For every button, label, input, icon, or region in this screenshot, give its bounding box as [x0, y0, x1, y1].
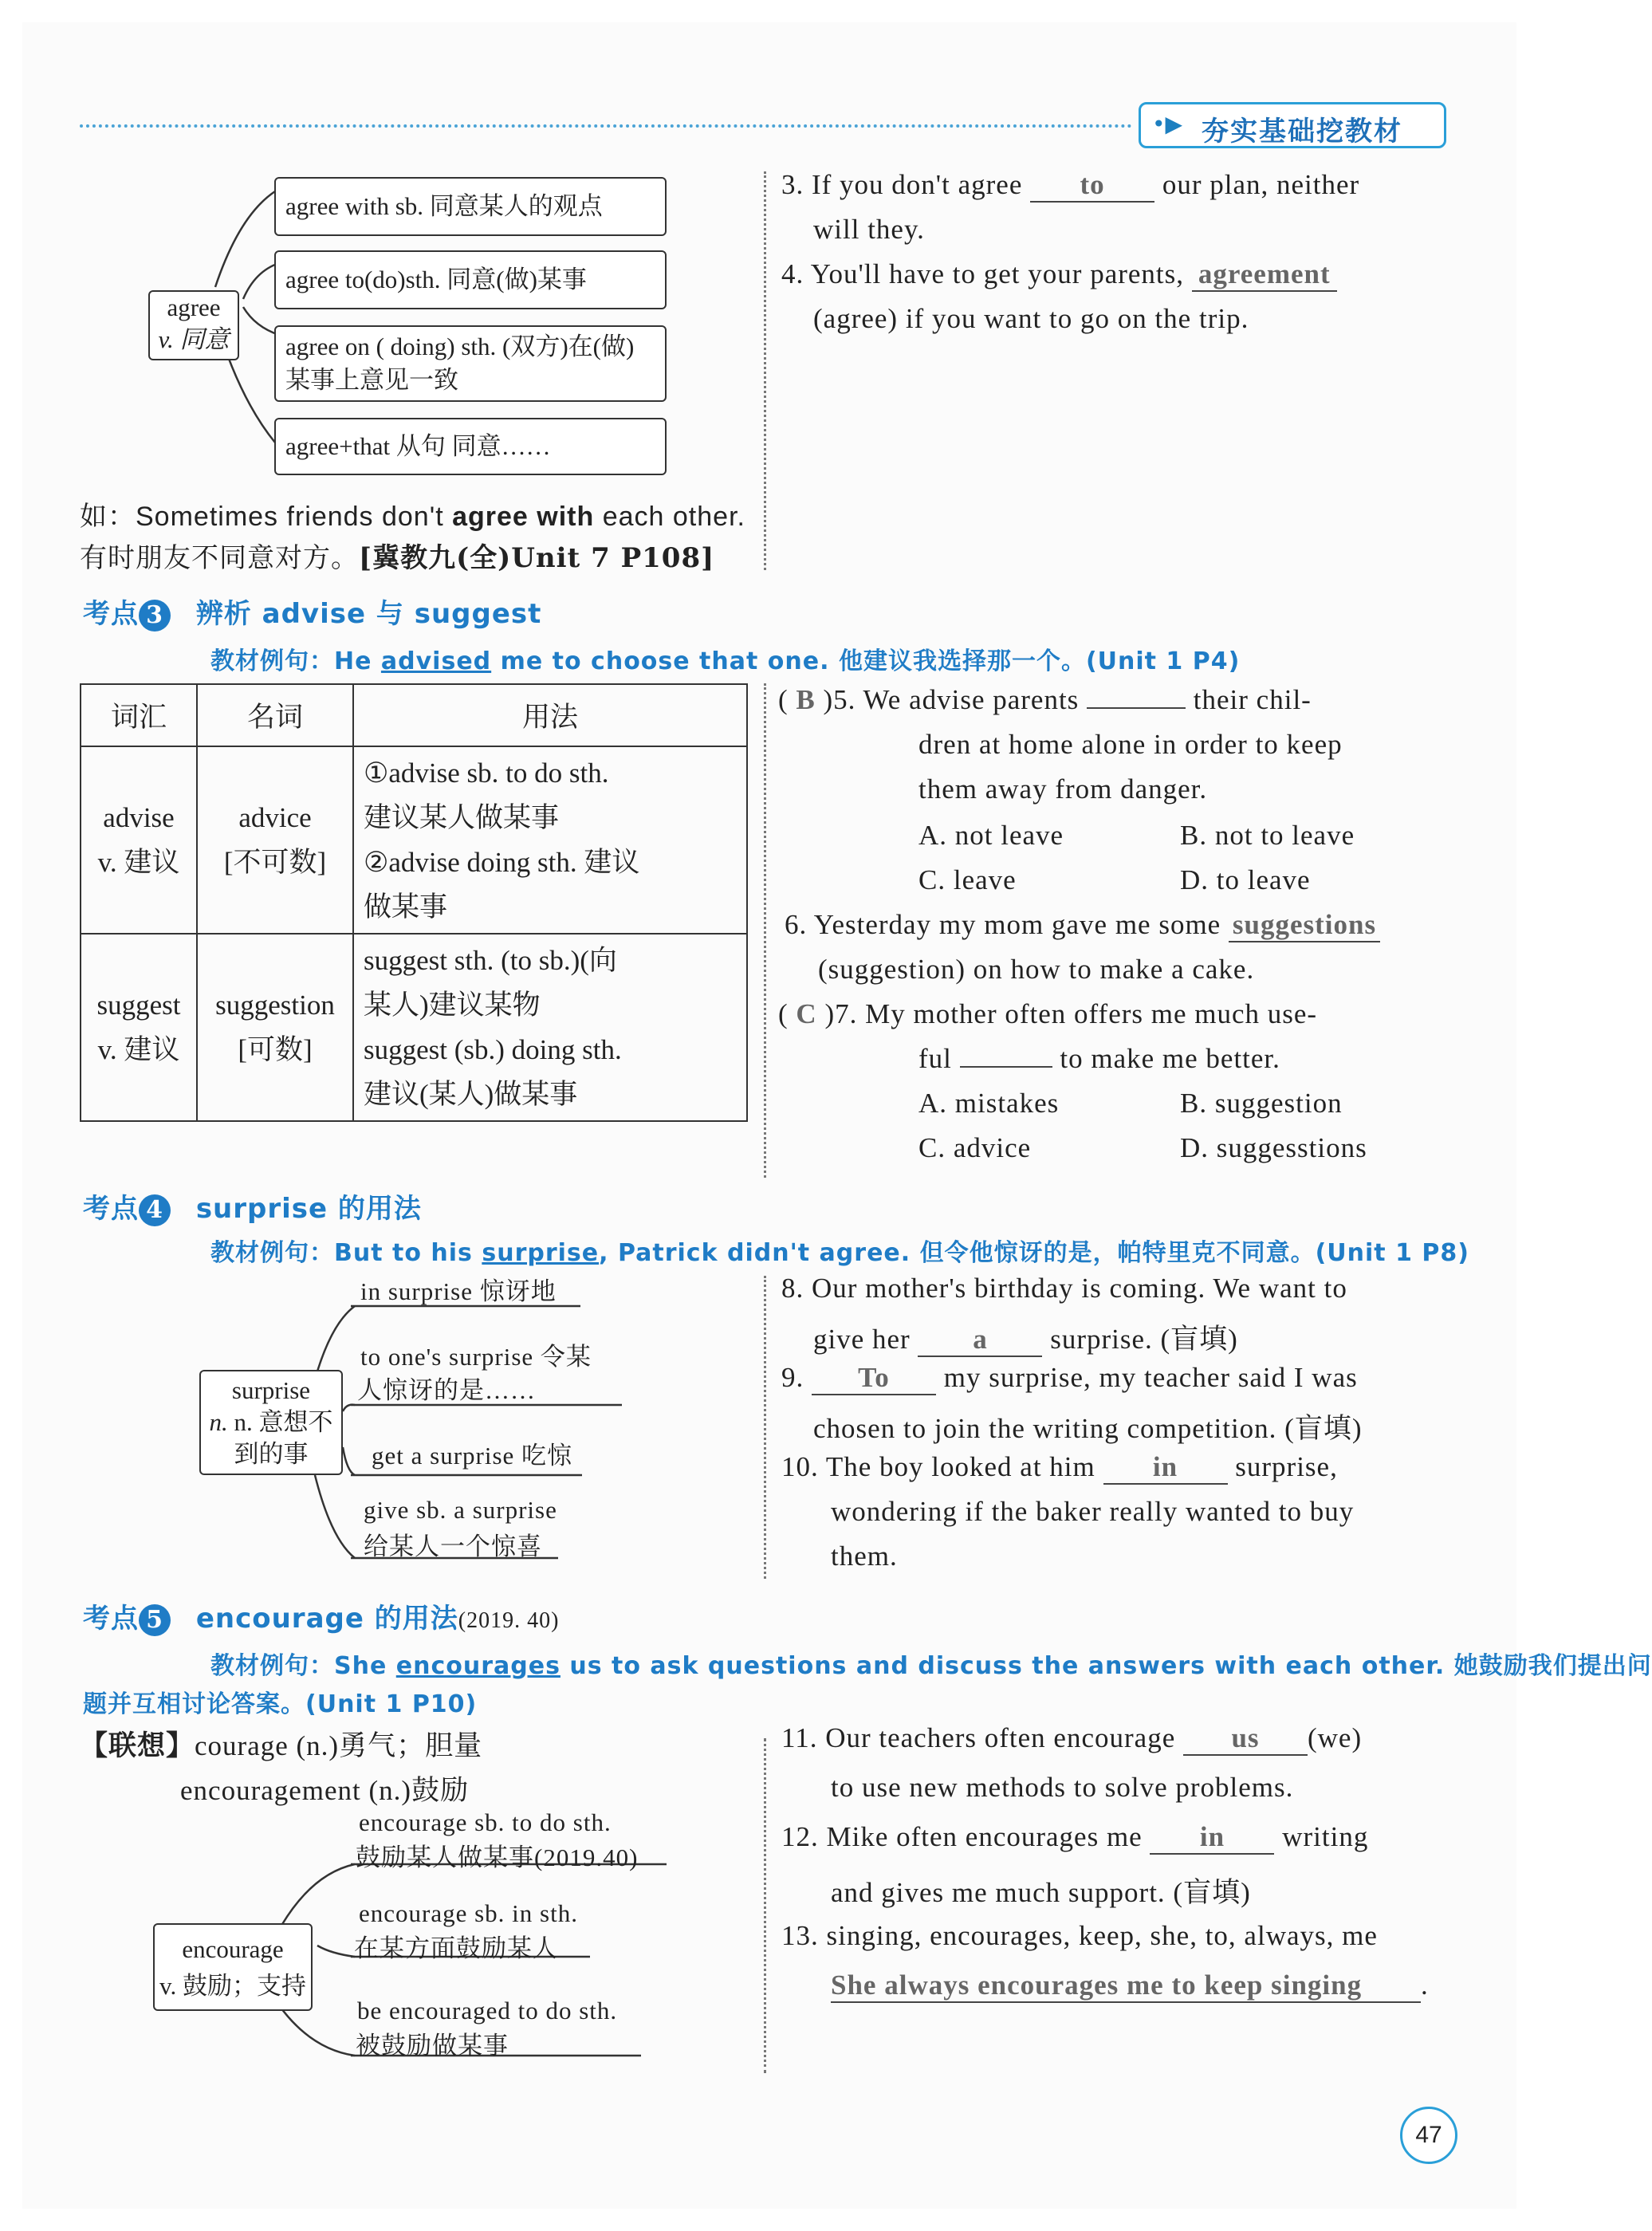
table-header: 用法 [353, 684, 747, 746]
kp3-example: 教材例句：He advised me to choose that one. 他建议我选择那一个。(Unit 1 P4) [210, 647, 1241, 675]
header-dotted-line [80, 124, 1132, 128]
question-10-line2: wondering if the baker really wanted to buy [831, 1496, 1355, 1527]
lianxiang-line2: encouragement (n.)鼓励 [180, 1775, 470, 1806]
banner-arrow-icon: •▶ [1152, 111, 1183, 137]
question-12: 12. Mike often encourages me in writing [781, 1821, 1368, 1855]
agree-branch-3: agree on ( doing) sth. (双方)在(做) 某事上意见一致 [274, 325, 667, 402]
question-7: ( C )7. My mother often offers me much use- [778, 998, 1318, 1029]
encourage-branch: encourage sb. to do sth. [359, 1808, 612, 1836]
surprise-branch: get a surprise 吃惊 [372, 1442, 573, 1470]
kp5-heading: 考点 5 encourage 的用法(2019. 40) [83, 1603, 560, 1635]
question-3-line2: will they. [813, 214, 925, 245]
question-4-line2: (agree) if you want to go on the trip. [813, 303, 1249, 334]
table-row: suggest v. 建议 suggestion [可数] suggest sth. (to sb.)(向 某人)建议某物 suggest (sb.) doing sth. 建议(某人)做某事 [81, 934, 747, 1121]
kp4-example: 教材例句：But to his surprise, Patrick didn't agree. 但令他惊讶的是，帕特里克不同意。(Unit 1 P8) [210, 1239, 1469, 1267]
agree-center-word: agree [167, 293, 221, 321]
agree-branch-2: agree to(do)sth. 同意(做)某事 [274, 250, 667, 309]
table-header: 名词 [197, 684, 353, 746]
question-10: 10. The boy looked at him in surprise, [781, 1451, 1338, 1485]
kp4-heading: 考点 4 surprise 的用法 [83, 1193, 422, 1225]
option: D. to leave [1180, 864, 1311, 895]
answer-9: To [812, 1362, 936, 1395]
page-number: 47 [1400, 2107, 1457, 2164]
agree-example-zh: 有时朋友不同意对方。[冀教九(全)Unit 7 P108] [80, 542, 715, 574]
kp5-number-badge: 5 [139, 1604, 171, 1636]
question-4: 4. You'll have to get your parents, agreement [781, 258, 1337, 292]
question-6-line2: (suggestion) on how to make a cake. [818, 954, 1255, 985]
question-13: 13. singing, encourages, keep, she, to, always, me [781, 1920, 1378, 1951]
answer-10: in [1103, 1451, 1228, 1485]
answer-6: suggestions [1229, 909, 1380, 942]
surprise-branch: 给某人一个惊喜 [364, 1533, 542, 1560]
column-divider [764, 171, 766, 570]
question-5-line3: them away from danger. [918, 773, 1208, 805]
question-8: 8. Our mother's birthday is coming. We want to [781, 1273, 1347, 1304]
column-divider [764, 683, 766, 1178]
question-9: 9. To my surprise, my teacher said I was [781, 1362, 1358, 1395]
question-3: 3. If you don't agree to our plan, neither [781, 169, 1359, 203]
kp3-number-badge: 3 [139, 600, 171, 632]
agree-example-en: 如：Sometimes friends don't agree with each other. [80, 502, 745, 532]
option: B. not to leave [1180, 820, 1355, 851]
kp3-heading: 考点 3 辨析 advise 与 suggest [83, 598, 542, 630]
surprise-branch: give sb. a surprise [364, 1496, 557, 1524]
banner-text: 夯实基础挖教材 [1202, 116, 1402, 148]
question-5-line2: dren at home alone in order to keep [918, 729, 1343, 760]
question-12-line2: and gives me much support. (盲填) [831, 1877, 1251, 1908]
agree-branch-1: agree with sb. 同意某人的观点 [274, 177, 667, 236]
option: A. mistakes [918, 1088, 1060, 1119]
question-13-answer-line: She always encourages me to keep singing . [831, 1969, 1429, 2003]
surprise-branch: to one's surprise 令某 [360, 1343, 592, 1371]
encourage-branch: be encouraged to do sth. [357, 1997, 618, 2024]
question-8-line2: give her a surprise. (盲填) [813, 1317, 1238, 1357]
table-row: advise v. 建议 advice [不可数] ①advise sb. to do sth. 建议某人做某事 ②advise doing sth. 建议 做某事 [81, 746, 747, 934]
option: B. suggestion [1180, 1088, 1343, 1119]
column-divider [764, 1276, 766, 1579]
answer-4: agreement [1192, 258, 1337, 292]
kp4-number-badge: 4 [139, 1194, 171, 1226]
agree-center-pos: v. 同意 [158, 325, 230, 353]
answer-8: a [918, 1324, 1042, 1357]
header-banner [1139, 102, 1446, 148]
question-10-line3: them. [831, 1540, 898, 1572]
encourage-branch: encourage sb. in sth. [359, 1899, 578, 1927]
table-header: 词汇 [81, 684, 197, 746]
option: C. advice [918, 1132, 1032, 1163]
agree-branch-4: agree+that 从句 同意…… [274, 418, 667, 475]
kp5-example: 教材例句：She encourages us to ask questions and discuss the answers with each other. 她鼓励我们提出问 [210, 1652, 1652, 1680]
answer-5: B [796, 684, 816, 715]
question-11-line2: to use new methods to solve problems. [831, 1772, 1294, 1803]
answer-13: She always encourages me to keep singing [831, 1969, 1421, 2003]
question-6: 6. Yesterday my mom gave me some suggestions [785, 909, 1380, 942]
answer-3: to [1030, 169, 1154, 203]
kp5-example-line2: 题并互相讨论答案。(Unit 1 P10) [83, 1690, 478, 1718]
option: A. not leave [918, 820, 1064, 851]
agree-center-node [148, 290, 239, 360]
encourage-branch: 鼓励某人做某事(2019.40) [356, 1843, 639, 1871]
advise-suggest-table [80, 683, 748, 1122]
question-9-line2: chosen to join the writing competition. (盲填) [813, 1413, 1363, 1444]
question-5: ( B )5. We advise parents their chil- [778, 684, 1312, 715]
option: D. suggesstions [1180, 1132, 1367, 1163]
encourage-branch: 被鼓励做某事 [356, 2032, 509, 2060]
answer-7: C [796, 998, 817, 1029]
answer-11: us [1183, 1722, 1308, 1756]
surprise-branch: in surprise 惊讶地 [360, 1277, 557, 1305]
lianxiang-line1: 【联想】courage (n.)勇气；胆量 [80, 1730, 483, 1761]
question-11: 11. Our teachers often encourage us (we) [781, 1722, 1362, 1756]
surprise-branch: 人惊讶的是…… [357, 1376, 536, 1404]
surprise-center-node: surprise n. n. 意想不 到的事 [199, 1370, 343, 1475]
answer-12: in [1150, 1821, 1274, 1855]
column-divider [764, 1738, 766, 2073]
question-7-line2: ful to make me better. [918, 1043, 1280, 1074]
option: C. leave [918, 864, 1017, 895]
encourage-branch: 在某方面鼓励某人 [354, 1934, 558, 1962]
encourage-center-node: encourage v. 鼓励；支持 [153, 1923, 313, 2011]
